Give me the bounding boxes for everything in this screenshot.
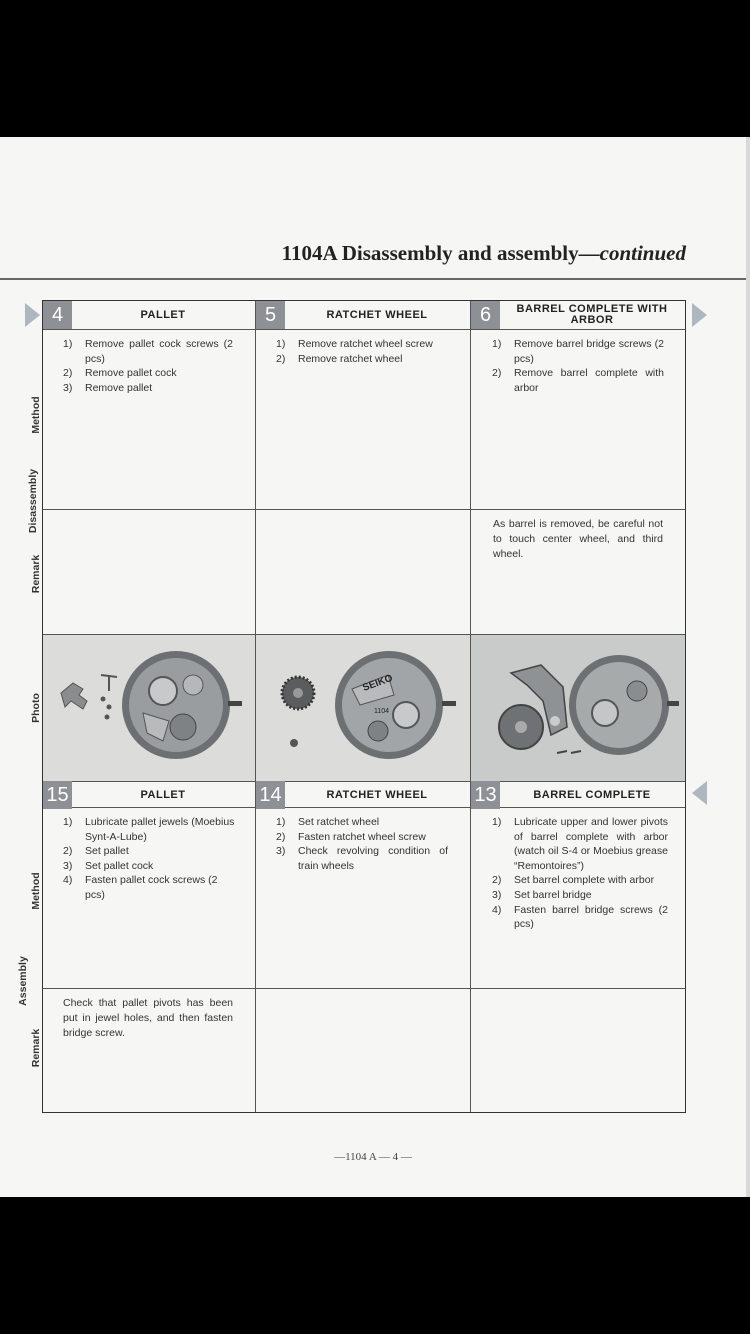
movement-caliber-text: 1104 (374, 708, 390, 715)
method-cell (492, 337, 664, 395)
watch-movement-photo (256, 635, 470, 781)
step-number: 13 (471, 781, 500, 809)
movement-brand-text: SEIKO (361, 672, 395, 694)
step-title: BARREL COMPLETE (533, 788, 651, 801)
step-number: 5 (256, 301, 285, 329)
page-title: 1104A Disassembly and assembly—continued (281, 241, 686, 265)
method-cell (492, 815, 668, 932)
method-cell (63, 337, 233, 395)
method-step: 2) Fasten ratchet wheel screw (276, 830, 426, 843)
step-title: PALLET (140, 308, 186, 321)
section-label-assembly: Assembly (17, 956, 29, 1006)
step-header-ratchet-removal (256, 301, 470, 329)
method-step: 1) Remove pallet cock screws (2 pcs) (63, 338, 233, 365)
photo-pallet (43, 635, 255, 781)
watch-movement-photo (43, 635, 255, 781)
row-label-method: Method (30, 872, 42, 910)
method-step: 1) Remove ratchet wheel screw (276, 338, 433, 350)
section-label-disassembly: Disassembly (27, 468, 39, 534)
method-cell (63, 815, 235, 903)
row-label-photo: Photo (30, 693, 42, 723)
method-step: 2) Set pallet (63, 845, 129, 858)
method-step: 1) Lubricate pallet jewels (Moebius Synt-A-Lube) (63, 816, 235, 843)
watch-movement-photo (471, 635, 685, 781)
method-step: 3) Set barrel bridge (492, 888, 592, 901)
remark-cell: As barrel is removed, be careful not to touch center wheel, and third wheel. (493, 518, 663, 560)
method-cell (276, 815, 448, 873)
method-step: 2) Set barrel complete with arbor (492, 874, 655, 887)
row-label-remark: Remark (30, 554, 42, 594)
step-number: 6 (471, 301, 500, 329)
back-arrow-icon (692, 781, 707, 805)
step-header-pallet-assembly (43, 781, 255, 809)
step-header-barrel-assembly (471, 781, 685, 809)
photo-ratchet-wheel (256, 635, 470, 781)
method-step: 1) Set ratchet wheel (276, 816, 380, 828)
step-title: RATCHET WHEEL (326, 788, 428, 801)
method-step: 3) Check revolving condition of train wheels (276, 845, 448, 872)
step-header-barrel-removal (471, 301, 685, 329)
remark-cell: Check that pallet pivots has been put in jewel holes, and then fasten bridge screw. (63, 997, 233, 1039)
method-step: 2) Remove ratchet wheel (276, 352, 403, 365)
step-number: 4 (43, 301, 72, 329)
step-header-pallet-removal (43, 301, 255, 329)
method-step: 1) Lubricate upper and lower pivots of barrel complete with arbor (watch oil S-4 or Moebius grease “Remontoires”) (492, 816, 668, 872)
step-number: 15 (43, 781, 72, 809)
step-title: RATCHET WHEEL (326, 308, 428, 321)
step-number: 14 (256, 781, 285, 809)
page-footer: —1104 A — 4 — (334, 1151, 412, 1163)
step-header-ratchet-assembly (256, 781, 470, 809)
row-label-remark: Remark (30, 1028, 42, 1068)
step-title: PALLET (140, 788, 186, 801)
method-step: 1) Remove barrel bridge screws (2 pcs) (492, 338, 664, 365)
next-arrow-right-icon (692, 303, 707, 327)
procedure-table (42, 300, 686, 1113)
method-step: 2) Remove barrel complete with arbor (492, 367, 664, 394)
method-step: 3) Set pallet cock (63, 859, 154, 872)
manual-page (0, 137, 750, 1197)
method-step: 4) Fasten barrel bridge screws (2 pcs) (492, 903, 668, 931)
method-step: 2) Remove pallet cock (63, 367, 177, 380)
title-rule (0, 278, 746, 280)
photo-barrel-complete (471, 635, 685, 781)
row-label-method: Method (30, 396, 42, 434)
method-cell (276, 337, 446, 366)
next-arrow-left-icon (25, 303, 40, 327)
step-title: BARREL COMPLETE WITH ARBOR (516, 303, 668, 326)
method-step: 4) Fasten pallet cock screws (2 pcs) (63, 874, 218, 901)
method-step: 3) Remove pallet (63, 381, 153, 394)
